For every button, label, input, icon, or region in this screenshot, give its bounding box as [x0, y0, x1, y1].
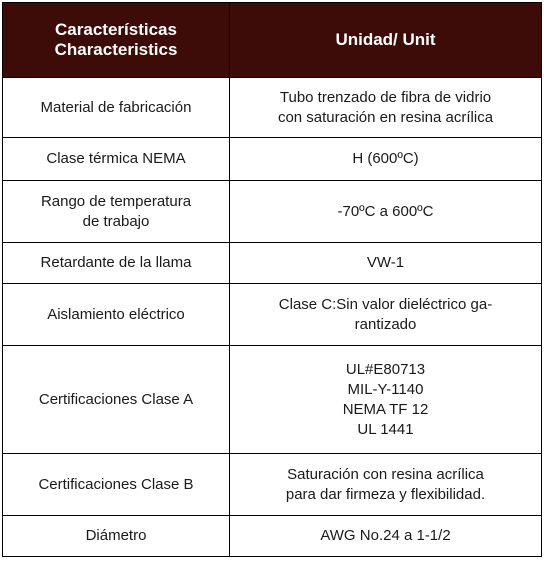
- row-value-line: con saturación en resina acrílica: [277, 108, 494, 126]
- header-characteristics-en: Characteristics: [54, 40, 178, 59]
- row-value: [230, 138, 542, 181]
- row-value: [230, 78, 542, 138]
- row-value: [230, 243, 542, 284]
- row-value-line: MIL-Y-1140: [347, 380, 424, 398]
- row-value-line: Tubo trenzado de fibra de vidrio: [279, 88, 492, 106]
- row-value-line: rantizado: [354, 315, 417, 333]
- row-value: [230, 516, 542, 557]
- row-label-line: Rango de temperatura: [40, 192, 192, 210]
- row-label: Diámetro: [3, 516, 230, 557]
- table-row: [3, 181, 542, 243]
- row-label: Clase térmica NEMA: [3, 138, 230, 181]
- row-value-line: AWG No.24 a 1-1/2: [320, 527, 451, 544]
- table-row: [3, 284, 542, 346]
- row-value: [230, 284, 542, 346]
- header-characteristics: [3, 3, 230, 78]
- specifications-table: [2, 2, 542, 557]
- row-label: [3, 181, 230, 243]
- table-row: [3, 78, 542, 138]
- row-value-line: NEMA TF 12: [342, 400, 429, 418]
- row-value: [230, 454, 542, 516]
- table-body: [3, 78, 542, 557]
- row-value-line: UL 1441: [357, 420, 414, 438]
- table-row: [3, 454, 542, 516]
- row-label: Certificaciones Clase A: [3, 346, 230, 454]
- row-value: [230, 346, 542, 454]
- table-row: [3, 138, 542, 181]
- row-value-line: VW-1: [366, 254, 405, 271]
- row-value: [230, 181, 542, 243]
- table-header: [3, 3, 542, 78]
- row-value-line: H (600ºC): [352, 150, 419, 167]
- header-characteristics-es: Características: [55, 20, 177, 39]
- row-value-line: para dar firmeza y flexibilidad.: [285, 485, 486, 503]
- table-row: [3, 516, 542, 557]
- row-value-line: Clase C:Sin valor dieléctrico ga-: [278, 295, 493, 313]
- row-value-line: -70ºC a 600ºC: [337, 202, 434, 220]
- row-label: Retardante de la llama: [3, 243, 230, 284]
- row-label-line: de trabajo: [82, 212, 150, 230]
- row-value-line: UL#E80713: [345, 360, 426, 378]
- row-label: Material de fabricación: [3, 78, 230, 138]
- header-row: [3, 3, 542, 78]
- row-label: Certificaciones Clase B: [3, 454, 230, 516]
- row-value-line: Saturación con resina acrílica: [287, 465, 484, 483]
- table-row: [3, 243, 542, 284]
- row-label: Aislamiento eléctrico: [3, 284, 230, 346]
- table-row: [3, 346, 542, 454]
- header-unit: Unidad/ Unit: [230, 3, 542, 78]
